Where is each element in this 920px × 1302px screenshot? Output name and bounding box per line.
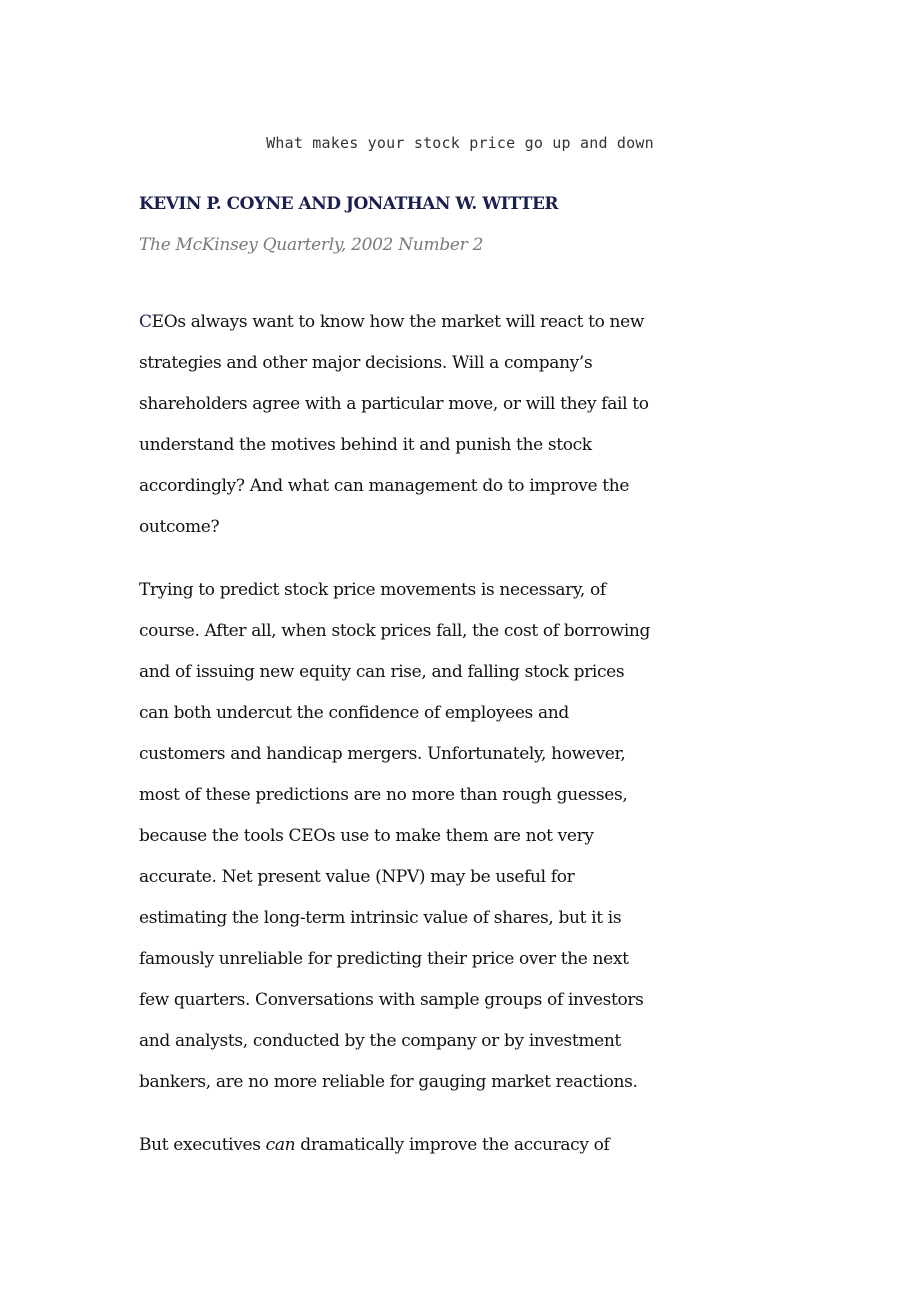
paragraph-3 <box>139 1125 699 1166</box>
paragraph-1 <box>139 302 699 548</box>
text-line: few quarters. Conversations with sample groups of investors <box>139 990 644 1010</box>
text-line: strategies and other major decisions. Will a company’s <box>139 353 593 373</box>
text-line: estimating the long-term intrinsic value of shares, but it is <box>139 908 622 928</box>
text-line: and analysts, conducted by the company or by investment <box>139 1031 621 1051</box>
text-line: most of these predictions are no more than rough guesses, <box>139 785 628 805</box>
text-run: dramatically improve the accuracy of <box>295 1135 610 1155</box>
text-line: shareholders agree with a particular move, or will they fail to <box>139 394 649 414</box>
article-body <box>139 302 699 1188</box>
first-line-rest: EOs always want to know how the market will react to new <box>151 312 645 332</box>
text-line: bankers, are no more reliable for gauging market reactions. <box>139 1072 638 1092</box>
paragraph-2 <box>139 570 699 1103</box>
text-line: course. After all, when stock prices fall, the cost of borrowing <box>139 621 651 641</box>
text-line: famously unreliable for predicting their price over the next <box>139 949 629 969</box>
text-line: can both undercut the confidence of employees and <box>139 703 569 723</box>
text-run: But executives <box>139 1135 266 1155</box>
text-line <box>139 1125 699 1166</box>
document-title: What makes your stock price go up and down <box>266 134 654 152</box>
text-line: Trying to predict stock price movements is necessary, of <box>139 580 606 600</box>
text-line <box>139 302 699 343</box>
text-line: customers and handicap mergers. Unfortunately, however, <box>139 744 626 764</box>
first-letter: C <box>139 312 152 332</box>
text-line: accordingly? And what can management do to improve the <box>139 476 630 496</box>
text-line: understand the motives behind it and punish the stock <box>139 435 592 455</box>
emphasis-word: can <box>265 1135 296 1155</box>
text-line: accurate. Net present value (NPV) may be useful for <box>139 867 575 887</box>
publication-source: The McKinsey Quarterly, 2002 Number 2 <box>139 235 484 255</box>
text-line: outcome? <box>139 517 220 537</box>
author-byline: KEVIN P. COYNE AND JONATHAN W. WITTER <box>139 194 559 214</box>
text-line: and of issuing new equity can rise, and falling stock prices <box>139 662 625 682</box>
text-line: because the tools CEOs use to make them are not very <box>139 826 594 846</box>
